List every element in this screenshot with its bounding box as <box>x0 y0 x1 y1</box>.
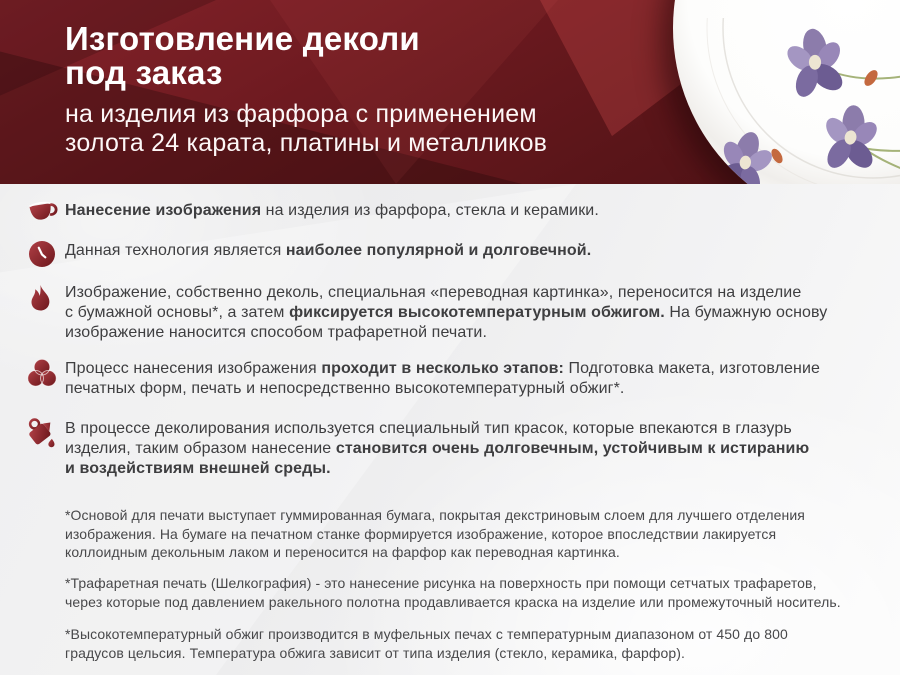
footnote-paper-base: *Основой для печати выступает гуммированная бумага, покрытая декстриновым слоем для лучшего отделения изображения. На бумаге на печатном станке формируется изображение, которое впоследствии лакируется коллоидным декольным лаком и переносится на фарфор как переводная картинка. <box>65 507 805 560</box>
flame-icon <box>26 284 60 318</box>
clock-icon <box>27 239 61 273</box>
footnote-screen-printing: *Трафаретная печать (Шелкография) - это нанесение рисунка на поверхность при помощи сетчатых трафаретов, через которые под давлением ракельного полотна продавливается краска на изделие или промежуточный носитель. <box>65 575 841 610</box>
footnote-firing: *Высокотемпературный обжиг производится в муфельных печах с температурным диапазоном от 450 до 800 градусов цельсия. Температура обжига зависит от типа изделия (стекло, керамика, фарфор). <box>65 626 788 661</box>
page-subtitle-line2: золота 24 карата, платины и металликов <box>65 129 548 157</box>
iris-flowers-decor <box>703 18 900 184</box>
cup-icon <box>26 196 60 230</box>
porcelain-plate-image <box>673 0 900 184</box>
bullet-transfer-process: Изображение, собственно деколь, специальная «переводная картинка», переносится на изделие с бумажной основы*, а затем фиксируется высокотемпературным обжигом. На бумажную основу изображение наносится способом трафаретной печати. <box>65 284 828 341</box>
color-circles-icon <box>25 357 59 391</box>
bullet-technology: Данная технология является наиболее популярной и долговечной. <box>65 242 592 259</box>
page-title <box>65 22 420 90</box>
page-title-line1: Изготовление деколи <box>65 20 420 57</box>
header-banner <box>0 0 900 184</box>
content-area <box>0 184 900 675</box>
bullet-paints: В процессе деколирования используется специальный тип красок, которые впекаются в глазурь изделия, таким образом нанесение становится очень долговечным, устойчивым к истиранию и воздействиям внешней среды. <box>65 420 810 477</box>
bullet-stages: Процесс нанесения изображения проходит в несколько этапов: Подготовка макета, изготовление печатных форм, печать и непосредственно высокотемпературный обжиг*. <box>65 360 821 397</box>
bullet-application: Нанесение изображения на изделия из фарфора, стекла и керамики. <box>65 202 599 219</box>
page-title-line2: под заказ <box>65 54 223 91</box>
page-subtitle <box>65 100 547 158</box>
paint-pour-icon <box>24 416 58 450</box>
page-subtitle-line1: на изделия из фарфора с применением <box>65 100 537 128</box>
